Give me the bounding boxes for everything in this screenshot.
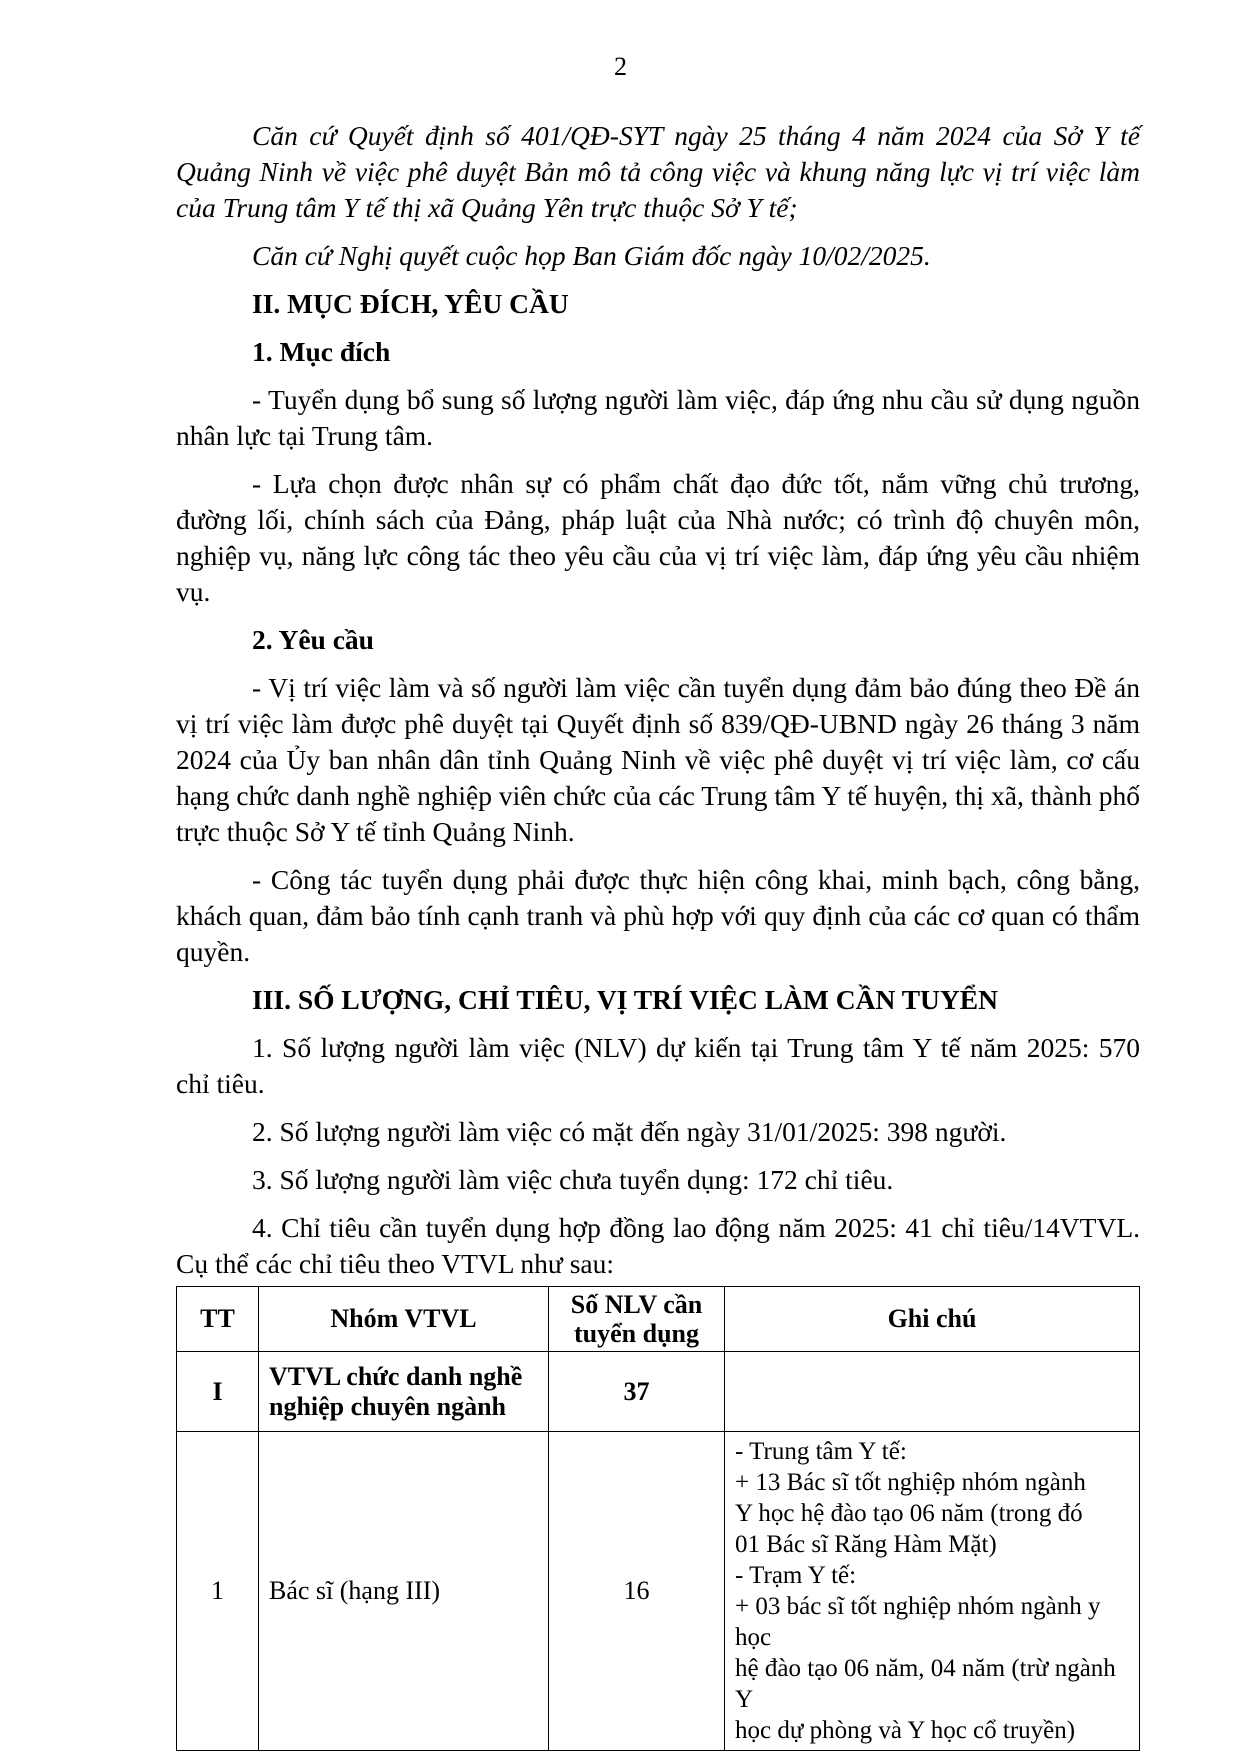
note-line: 01 Bác sĩ Răng Hàm Mặt) [735, 1531, 997, 1558]
row-note [725, 1352, 1140, 1432]
row-tt: I [177, 1352, 259, 1432]
note-line: + 03 bác sĩ tốt nghiệp nhóm ngành y học [735, 1593, 1101, 1651]
note-line: hệ đào tạo 06 năm, 04 năm (trừ ngành Y [735, 1655, 1116, 1713]
document-body [176, 118, 1140, 1751]
subheading-requirements: 2. Yêu cầu [252, 624, 374, 655]
subheading-purpose: 1. Mục đích [252, 336, 391, 367]
quantity-item-2: 2. Số lượng người làm việc có mặt đến ngày 31/01/2025: 398 người. [252, 1116, 1007, 1147]
note-line: học dự phòng và Y học cổ truyền) [735, 1717, 1076, 1744]
row-count: 37 [549, 1352, 725, 1432]
legal-basis-board-resolution: Căn cứ Nghị quyết cuộc họp Ban Giám đốc ngày 10/02/2025. [252, 240, 931, 271]
header-note: Ghi chú [725, 1287, 1140, 1352]
section-heading-quantity: III. SỐ LƯỢNG, CHỈ TIÊU, VỊ TRÍ VIỆC LÀM CẦN TUYỂN [252, 984, 998, 1015]
section-heading-purpose-requirements: II. MỤC ĐÍCH, YÊU CẦU [252, 288, 569, 319]
header-group: Nhóm VTVL [259, 1287, 549, 1352]
note-line: + 13 Bác sĩ tốt nghiệp nhóm ngành [735, 1469, 1086, 1496]
table-row [177, 1432, 1140, 1751]
requirement-item-2: - Công tác tuyển dụng phải được thực hiện công khai, minh bạch, công bằng, khách quan, đảm bảo tính cạnh tranh và phù hợp với quy định của các cơ quan có thẩm quyền. [176, 864, 1140, 967]
page-number: 2 [614, 52, 627, 81]
legal-basis-decision-401: Căn cứ Quyết định số 401/QĐ-SYT ngày 25 tháng 4 năm 2024 của Sở Y tế Quảng Ninh về việc phê duyệt Bản mô tả công việc và khung năng lực vị trí việc làm của Trung tâm Y tế thị xã Quảng Yên trực thuộc Sở Y tế; [176, 120, 1140, 223]
table-row [177, 1352, 1140, 1432]
header-count-line2: tuyển dụng [574, 1319, 699, 1348]
header-tt: TT [177, 1287, 259, 1352]
purpose-item-1: - Tuyển dụng bổ sung số lượng người làm việc, đáp ứng nhu cầu sử dụng nguồn nhân lực tại Trung tâm. [176, 384, 1140, 451]
header-count-line1: Số NLV cần [570, 1290, 703, 1319]
note-line: - Trung tâm Y tế: [735, 1438, 907, 1465]
quantity-item-4: 4. Chỉ tiêu cần tuyển dụng hợp đồng lao động năm 2025: 41 chỉ tiêu/14VTVL. Cụ thể các chỉ tiêu theo VTVL như sau: [176, 1212, 1140, 1279]
note-line: Y học hệ đào tạo 06 năm (trong đó [735, 1500, 1083, 1527]
row-count: 16 [549, 1432, 725, 1751]
row-tt: 1 [177, 1432, 259, 1751]
row-note [725, 1432, 1140, 1751]
requirement-item-1: - Vị trí việc làm và số người làm việc cần tuyển dụng đảm bảo đúng theo Đề án vị trí việc làm được phê duyệt tại Quyết định số 839/QĐ-UBND ngày 26 tháng 3 năm 2024 của Ủy ban nhân dân tỉnh Quảng Ninh về việc phê duyệt vị trí việc làm, cơ cấu hạng chức danh nghề nghiệp viên chức của các Trung tâm Y tế huyện, thị xã, thành phố trực thuộc Sở Y tế tỉnh Quảng Ninh. [176, 672, 1140, 847]
recruitment-table [176, 1286, 1140, 1751]
table-header-row [177, 1287, 1140, 1352]
quantity-item-3: 3. Số lượng người làm việc chưa tuyển dụng: 172 chỉ tiêu. [252, 1164, 894, 1195]
purpose-item-2: - Lựa chọn được nhân sự có phẩm chất đạo đức tốt, nắm vững chủ trương, đường lối, chính sách của Đảng, pháp luật của Nhà nước; có trình độ chuyên môn, nghiệp vụ, năng lực công tác theo yêu cầu của vị trí việc làm, đáp ứng yêu cầu nhiệm vụ. [176, 468, 1140, 607]
header-count [549, 1287, 725, 1352]
quantity-item-1: 1. Số lượng người làm việc (NLV) dự kiến tại Trung tâm Y tế năm 2025: 570 chỉ tiêu. [176, 1032, 1140, 1099]
row-group: VTVL chức danh nghề nghiệp chuyên ngành [259, 1352, 549, 1432]
row-group: Bác sĩ (hạng III) [259, 1432, 549, 1751]
note-line: - Trạm Y tế: [735, 1562, 857, 1589]
